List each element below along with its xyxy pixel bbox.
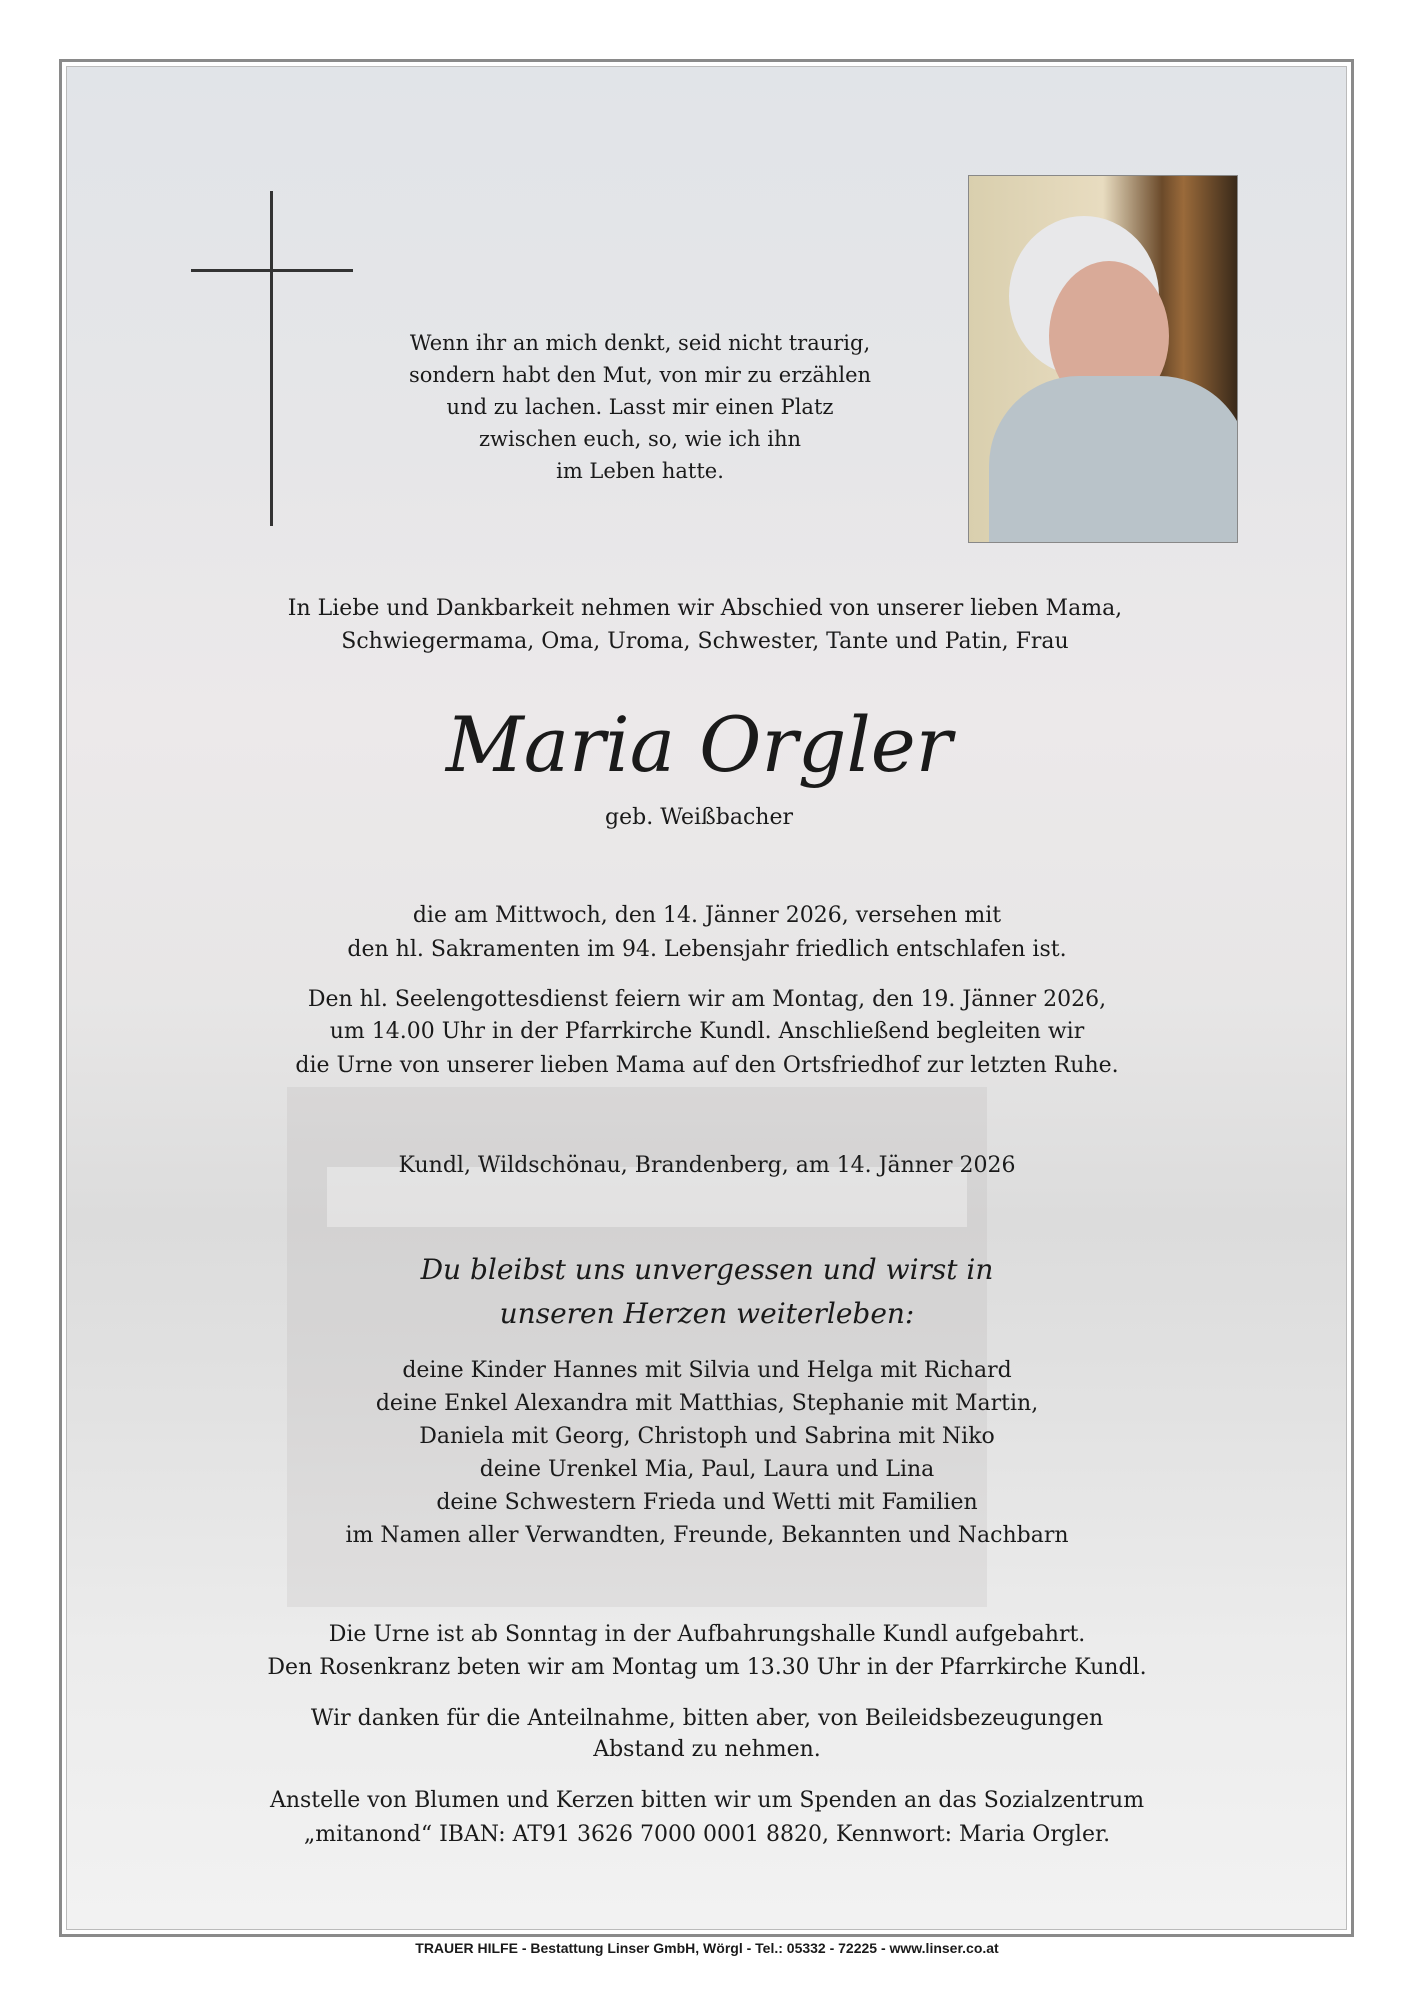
notes-line: Die Urne ist ab Sonntag in der Aufbahrungshalle Kundl aufgebahrt. bbox=[328, 1622, 1086, 1647]
quote-line: im Leben hatte. bbox=[556, 459, 724, 483]
maiden-name: geb. Weißbacher bbox=[605, 805, 793, 830]
service-line: um 14.00 Uhr in der Pfarrkirche Kundl. Anschließend begleiten wir bbox=[329, 1019, 1085, 1044]
quote-line: und zu lachen. Lasst mir einen Platz bbox=[446, 395, 834, 419]
intro-line: In Liebe und Dankbarkeit nehmen wir Abschied von unserer lieben Mama, bbox=[287, 596, 1123, 621]
cross-icon bbox=[270, 191, 273, 526]
deceased-name: Maria Orgler bbox=[445, 700, 953, 789]
family-line: im Namen aller Verwandten, Freunde, Bekannten und Nachbarn bbox=[345, 1523, 1069, 1548]
cross-icon-bar bbox=[191, 269, 353, 272]
quote-line: Wenn ihr an mich denkt, seid nicht traurig, bbox=[409, 331, 871, 355]
family-line: deine Schwestern Frieda und Wetti mit Familien bbox=[436, 1490, 978, 1515]
family-line: deine Kinder Hannes mit Silvia und Helga mit Richard bbox=[402, 1358, 1012, 1383]
service-line: die Urne von unserer lieben Mama auf den Ortsfriedhof zur letzten Ruhe. bbox=[295, 1053, 1119, 1078]
motto-line: Du bleibst uns unvergessen und wirst in bbox=[420, 1253, 994, 1286]
photo-body bbox=[989, 376, 1238, 543]
family-line: deine Urenkel Mia, Paul, Laura und Lina bbox=[479, 1457, 935, 1482]
service-line: Den hl. Seelengottesdienst feiern wir am Montag, den 19. Jänner 2026, bbox=[307, 987, 1107, 1012]
quote-line: zwischen euch, so, wie ich ihn bbox=[478, 427, 802, 451]
family-line: deine Enkel Alexandra mit Matthias, Stephanie mit Martin, bbox=[375, 1391, 1039, 1416]
family-line: Daniela mit Georg, Christoph und Sabrina mit Niko bbox=[419, 1424, 995, 1449]
death-line: den hl. Sakramenten im 94. Lebensjahr friedlich entschlafen ist. bbox=[347, 937, 1067, 962]
portrait-photo bbox=[968, 175, 1238, 543]
intro-line: Schwiegermama, Oma, Uroma, Schwester, Tante und Patin, Frau bbox=[341, 629, 1069, 654]
quote-line: sondern habt den Mut, von mir zu erzählen bbox=[408, 363, 872, 387]
notes-line: Den Rosenkranz beten wir am Montag um 13.30 Uhr in der Pfarrkirche Kundl. bbox=[267, 1655, 1147, 1680]
donation-line: Anstelle von Blumen und Kerzen bitten wir um Spenden an das Sozialzentrum bbox=[269, 1788, 1145, 1813]
death-line: die am Mittwoch, den 14. Jänner 2026, versehen mit bbox=[412, 903, 1002, 928]
place-date: Kundl, Wildschönau, Brandenberg, am 14. Jänner 2026 bbox=[398, 1153, 1016, 1178]
motto-line: unseren Herzen weiterleben: bbox=[499, 1297, 915, 1330]
thanks-line: Wir danken für die Anteilnahme, bitten aber, von Beileidsbezeugungen bbox=[310, 1706, 1104, 1731]
donation-line: „mitanond“ IBAN: AT91 3626 7000 0001 8820, Kennwort: Maria Orgler. bbox=[303, 1822, 1111, 1847]
funeral-home-footer: TRAUER HILFE - Bestattung Linser GmbH, Wörgl - Tel.: 05332 - 72225 - www.linser.co.at bbox=[415, 1940, 999, 1956]
thanks-line: Abstand zu nehmen. bbox=[593, 1737, 821, 1762]
